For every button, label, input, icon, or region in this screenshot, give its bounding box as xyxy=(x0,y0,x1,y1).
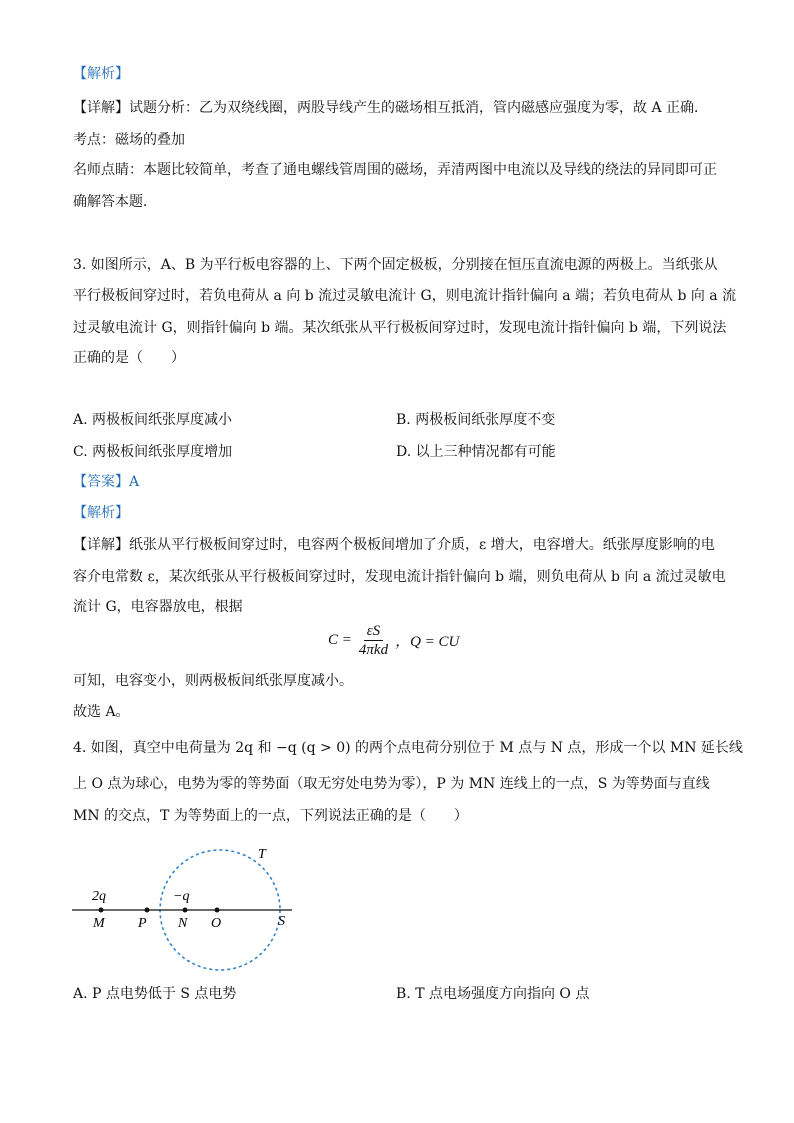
question-4-line-3: MN 的交点，T 为等势面上的一点，下列说法正确的是（ ） xyxy=(73,808,468,824)
label-2q: 2q xyxy=(92,889,106,904)
question-4-line-1: 4. 如图，真空中电荷量为 2q 和 −q (q > 0) 的两个点电荷分别位于 M 点与 N 点，形成一个以 MN 延长线 xyxy=(73,740,743,756)
point-o xyxy=(215,908,220,913)
question-3-line-1: 3. 如图所示，A、B 为平行板电容器的上、下两个固定极板，分别接在恒压直流电源的两极上。当纸张从 xyxy=(73,257,718,273)
kaodian-text: 考点：磁场的叠加 xyxy=(73,132,185,148)
label-m: M xyxy=(93,916,105,931)
label-p: P xyxy=(138,916,147,931)
question-4-option-b: B. T 点电场强度方向指向 O 点 xyxy=(396,986,590,1002)
detail-3-line-4: 可知，电容变小，则两极板间纸张厚度减小。 xyxy=(73,673,353,689)
question-3-option-a: A. 两极板间纸张厚度减小 xyxy=(73,412,233,428)
question-3-option-b: B. 两极板间纸张厚度不变 xyxy=(396,412,556,428)
question-3-option-d: D. 以上三种情况都有可能 xyxy=(396,444,556,460)
label-t: T xyxy=(258,847,266,862)
detail-3-line-5: 故选 A。 xyxy=(73,704,130,720)
formula-rhs: ，Q = CU xyxy=(395,634,460,650)
formula-denominator: 4πkd xyxy=(358,642,389,658)
point-p xyxy=(145,908,150,913)
label-s: S xyxy=(278,914,285,929)
comment-line-1: 名师点睛：本题比较简单，考查了通电螺线管周围的磁场，弄清两图中电流以及导线的绕法的异同即可正 xyxy=(73,162,717,178)
formula-numerator: εS xyxy=(364,622,383,641)
comment-line-2: 确解答本题． xyxy=(73,194,157,210)
question-3-option-c: C. 两极板间纸张厚度增加 xyxy=(73,444,233,460)
analysis-heading-3: 【解析】 xyxy=(73,505,129,521)
detail-3-line-2: 容介电常数 ε，某次纸张从平行极板间穿过时，发现电流计指针偏向 b 端，则负电荷从 b 向 a 流过灵敏电 xyxy=(73,569,726,585)
analysis-heading-1: 【解析】 xyxy=(73,66,129,82)
question-3-line-4: 正确的是（ ） xyxy=(73,350,185,366)
point-m xyxy=(99,908,104,913)
label-neg-q: −q xyxy=(173,889,190,904)
label-n: N xyxy=(178,916,188,931)
question-3-line-3: 过灵敏电流计 G，则指针偏向 b 端。某次纸张从平行极板间穿过时，发现电流计指针偏向 b 端，下列说法 xyxy=(73,320,727,336)
question-4-option-a: A. P 点电势低于 S 点电势 xyxy=(73,986,237,1002)
answer-3: 【答案】A xyxy=(73,474,140,490)
label-o: O xyxy=(211,916,222,931)
equipotential-figure xyxy=(70,845,300,975)
detail-3-line-3: 流计 G，电容器放电，根据 xyxy=(73,599,243,615)
question-4-line-2: 上 O 点为球心，电势为零的等势面（取无穷处电势为零），P 为 MN 连线上的一点，S 为等势面与直线 xyxy=(73,776,710,792)
detail-3-line-1: 【详解】纸张从平行极板间穿过时，电容两个极板间增加了介质，ε 增大，电容增大。纸张厚度影响的电 xyxy=(73,537,715,553)
detail-text-1: 【详解】试题分析：乙为双绕线圈，两股导线产生的磁场相互抵消，管内磁感应强度为零，故 A 正确． xyxy=(73,100,709,116)
formula-fraction xyxy=(356,622,391,659)
point-n xyxy=(183,908,188,913)
question-3-line-2: 平行极板间穿过时，若负电荷从 a 向 b 流过灵敏电流计 G，则电流计指针偏向 a 端；若负电荷从 b 向 a 流 xyxy=(73,288,737,304)
capacitance-formula xyxy=(328,622,459,659)
formula-lhs: C = xyxy=(328,632,352,648)
